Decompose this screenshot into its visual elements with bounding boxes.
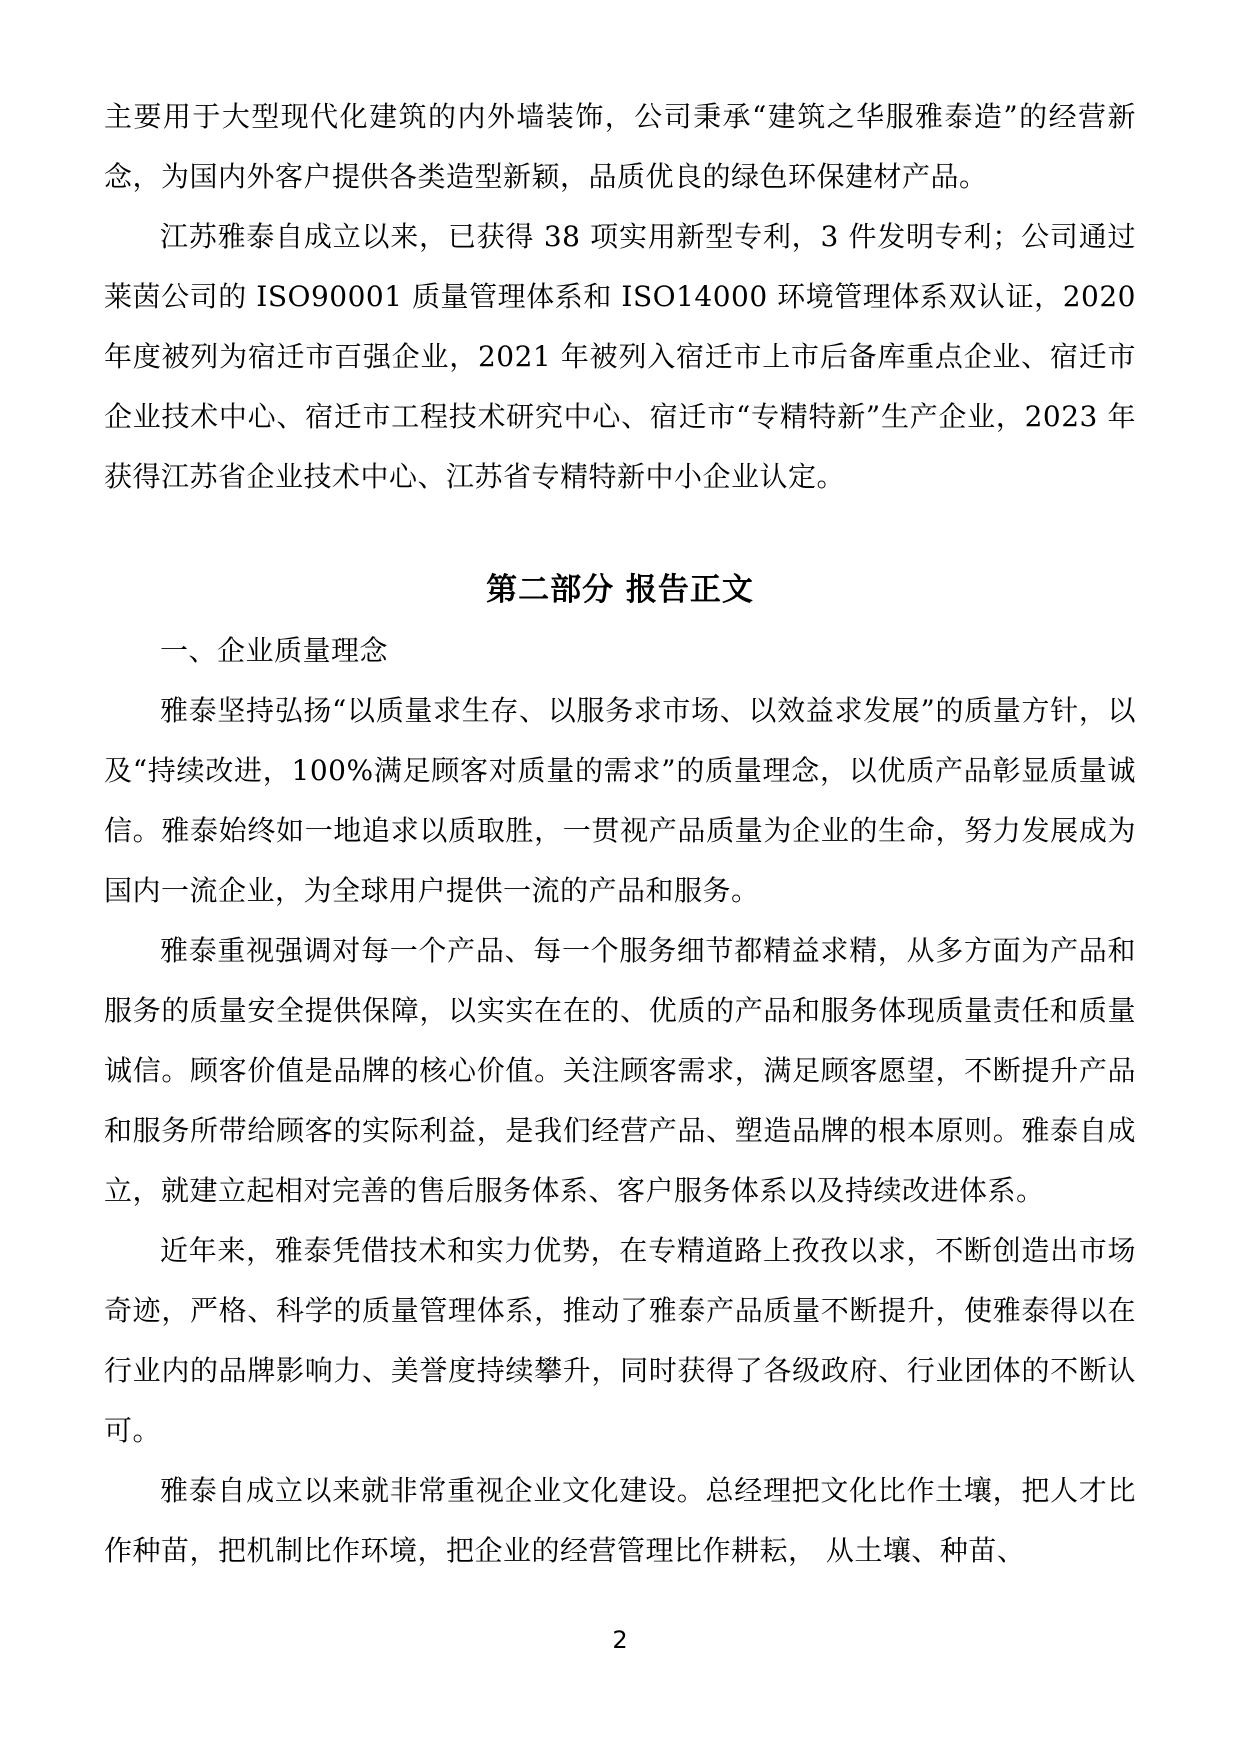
paragraph-recent-years: 近年来，雅泰凭借技术和实力优势，在专精道路上孜孜以求，不断创造出市场奇迹，严格、科学的质量管理体系，推动了雅泰产品质量不断提升，使雅泰得以在行业内的品牌影响力、美誉度持续攀升，同时获得了各级政府、行业团体的不断认可。 (104, 1234, 1136, 1447)
page-number: 2 (612, 1626, 628, 1654)
subsection-title-quality-philosophy: 一、企业质量理念 (160, 634, 389, 667)
paragraph-continuation: 主要用于大型现代化建筑的内外墙装饰，公司秉承“建筑之华服雅泰造”的经营新念，为国内外客户提供各类造型新颖，品质优良的绿色环保建材产品。 (104, 100, 1136, 193)
section-heading-part2: 第二部分 报告正文 (486, 572, 754, 608)
paragraph-company-honors: 江苏雅泰自成立以来，已获得 38 项实用新型专利，3 件发明专利；公司通过莱茵公司的 ISO90001 质量管理体系和 ISO14000 环境管理体系双认证，2020 年度被列为宿迁市百强企业，2021 年被列入宿迁市上市后备库重点企业、宿迁市企业技术中心、宿迁市工程技术研究中心、宿迁市“专精特新”生产企业，2023 年获得江苏省企业技术中心、江苏省专精特新中小企业认定。 (104, 220, 1136, 493)
paragraph-quality-policy: 雅泰坚持弘扬“以质量求生存、以服务求市场、以效益求发展”的质量方针，以及“持续改进，100%满足顾客对质量的需求”的质量理念，以优质产品彰显质量诚信。雅泰始终如一地追求以质取胜，一贯视产品质量为企业的生命，努力发展成为国内一流企业，为全球用户提供一流的产品和服务。 (104, 694, 1136, 907)
paragraph-corporate-culture: 雅泰自成立以来就非常重视企业文化建设。总经理把文化比作土壤，把人才比作种苗，把机制比作环境，把企业的经营管理比作耕耘， 从土壤、种苗、 (104, 1474, 1136, 1567)
document-body (104, 87, 1136, 1581)
paragraph-quality-commitment: 雅泰重视强调对每一个产品、每一个服务细节都精益求精，从多方面为产品和服务的质量安全提供保障，以实实在在的、优质的产品和服务体现质量责任和质量诚信。顾客价值是品牌的核心价值。关注顾客需求，满足顾客愿望，不断提升产品和服务所带给顾客的实际利益，是我们经营产品、塑造品牌的根本原则。雅泰自成立，就建立起相对完善的售后服务体系、客户服务体系以及持续改进体系。 (104, 934, 1136, 1207)
